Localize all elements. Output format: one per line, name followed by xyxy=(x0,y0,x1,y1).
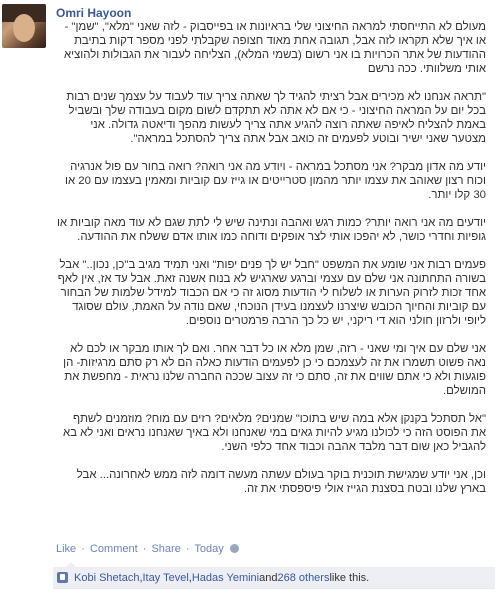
share-link[interactable]: Share xyxy=(151,543,181,555)
globe-icon[interactable] xyxy=(230,544,239,553)
post-paragraph: מעולם לא התייחסתי למראה החיצוני שלי בראיונות או בפייסבוק - לזה שאני "מלא", "שמן" - או איך שלא תקראו לזה אבל, תגובה אחת מאוד חצופה שקבלתי לפני מספר דקות בתיבת ההודעות של אתר הכרויות בו אני רשום (בשמי המלא), הצליחה לעבור את הגבולות ולהוציא אותי משלוותי. ככה נרשם xyxy=(63,21,486,75)
timestamp-link[interactable]: Today xyxy=(194,543,224,555)
likes-comma: , xyxy=(188,571,192,584)
author-avatar[interactable] xyxy=(2,4,46,48)
separator: · xyxy=(142,543,147,555)
likes-summary xyxy=(53,567,495,589)
likes-suffix: like this. xyxy=(329,571,370,584)
like-link[interactable]: Like xyxy=(56,543,77,555)
separator: · xyxy=(81,543,85,555)
thumbs-up-icon xyxy=(57,572,68,583)
likes-and: and xyxy=(259,571,278,584)
post-paragraph: וכן, אני יודע שמגישת תוכנית בוקר בעולם עשתה מעשה דומה לזה ממש לאחרונה... אבל בארץ שלנו ובטח בסצנת הגייז אולי פיספסתי את זה. xyxy=(76,469,486,495)
post-paragraph: פעמים רבות אני שומע את המשפט "חבל יש לך פנים יפות" ואני תמיד מגיב ב"כן, נכון.." אבל בשורה התחתונה אני שלם עם עצמי וברגע שארגיש לא בנוח אשנה זאת. אבל עד אז, אין לאף אחד זכות לזרוק הערות או לשלוח לי הודעות מסוג זה כי אם הכבוד למידל שלמות של הבחור עם קוביות והחיוך הכובש שיצרנו לעצמנו בעידן הנוכחי, שאם נודה על האמת, עולם שסוגד ליופי ולרזון חולני הוא די ריקני, יש כל כך הרבה פרמטרים נוספים. xyxy=(57,259,486,327)
post-paragraph: אני שלם עם איך ומי שאני - רזה, שמן מלא או כל דבר אחר. ואם לך אותו מבקר או לכם לא נאה פשוט תשמרו את זה לעצמכם כי כן לפעמים הודעות כאלה הם לא רק סתם מרגיזות- הן פוגעות ולא כי אתם שווים את זה, סתם כי זה עצוב שככה החברה שלנו נראית - מחפשת את המושלם. xyxy=(63,343,486,397)
post-paragraph: "אל תסתכל בקנקן אלא במה שיש בתוכו" שמנים? מלאים? רזים עם מוח? מוזמנים לשתף את הפוסט הזה כי לכולנו מגיע להיות גאים במי שאנחנו ולא באיך שאנחנו נראים ואני לא בא להגביל כאן שום דבר מלבד אהבה וכבוד אחד כלפי השני. xyxy=(62,413,486,453)
post-paragraph: יודע מה אדון מבקר? אני מסתכל במראה - ויודע מה אני רואה? רואה בחור עם פול אנרגיה וכוח רצון שאוהב את עצמו יותר מהמון סטרייטים או גייז עם קוביות ומאמין בעצמו עם 20 או 30 קלו יותר. xyxy=(65,161,486,201)
author-name[interactable]: Omri Hayoon xyxy=(56,6,132,20)
liker-name[interactable]: Kobi Shetach xyxy=(74,571,140,584)
liker-name[interactable]: Hadas Yemini xyxy=(191,571,260,584)
likes-comma: , xyxy=(139,571,143,584)
separator: · xyxy=(185,543,190,555)
post-body xyxy=(56,20,486,510)
post-paragraph: יודעים מה אני רואה יותר? כמות רגש ואהבה ונתינה שיש לי לתת שגם לא עוד מאה קוביות או גופיות וחדרי כושר, לא יהפכו אותי לצר אופקים ודוחה כמו אותו אדם ששלח את ההודעה. xyxy=(56,217,486,243)
post-paragraph: "תראה אנחנו לא מכירים אבל רציתי להגיד לך שאתה צריך עוד לעבוד על עצמך שנים רבות בכל יום על המראה החיצוני - כי אם לא אתה לא תתקדם לשום מקום בעבודה שלך ובשביל באמת להצליח לאיפה שאתה רוצה להגיע אתה צריך לעשות מהפך ודיאטה גדולה. אני מצטער שאני ישיר ובוטע לפעמים זה כואב אבל אתה צריך להסתכל במראה". xyxy=(66,91,486,145)
likes-others-link[interactable]: 268 others xyxy=(277,571,330,584)
post-actions xyxy=(56,543,239,555)
liker-name[interactable]: Itay Tevel xyxy=(142,571,189,584)
comment-link[interactable]: Comment xyxy=(89,543,138,555)
